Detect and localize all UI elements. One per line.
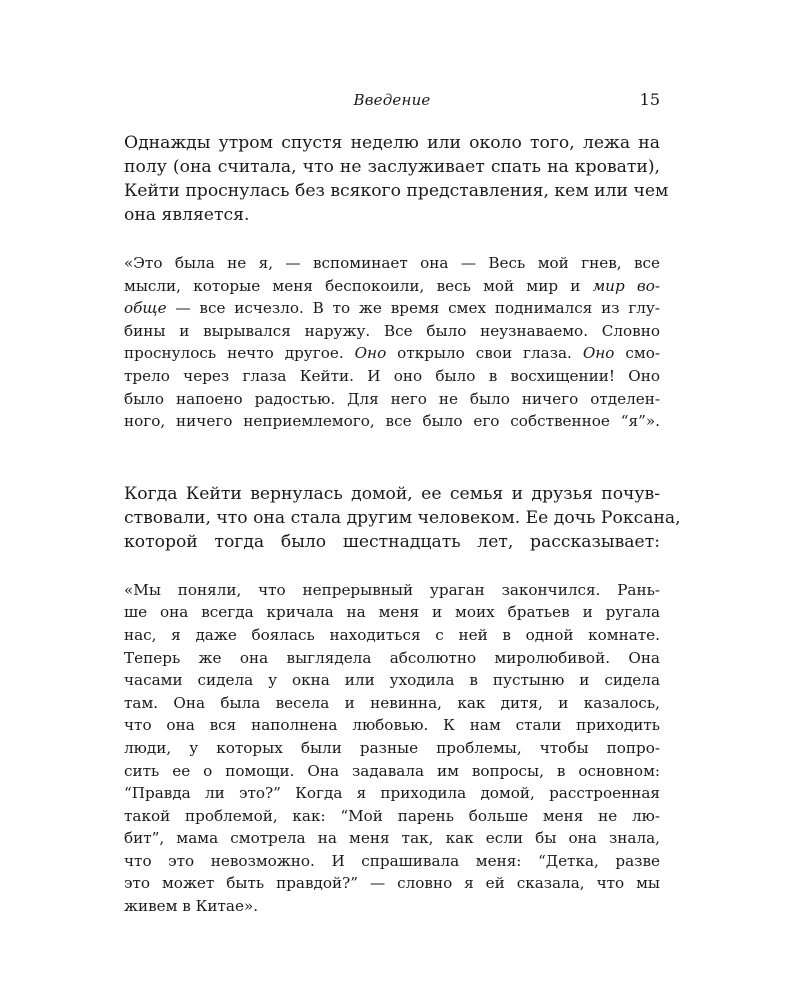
quote-line: «Мы поняли, что непрерывный ураган закончился. Рань- (124, 580, 660, 599)
quote-emphasis: Оно (582, 344, 615, 363)
running-header (124, 86, 660, 114)
quote-line: ше она всегда кричала на меня и моих братьев и ругала (124, 603, 660, 622)
quote-text: — все исчезло. В то же время смех поднимался из глу- (166, 299, 660, 318)
quote-line: нас, я даже боялась находиться с ней в одной комнате. (124, 625, 660, 644)
quote-line: Теперь же она выглядела абсолютно миролюбивой. Она (124, 648, 660, 667)
quote-line (124, 297, 660, 320)
quote-line: «Это была не я, — вспоминает она — Весь мой гнев, все (124, 254, 660, 272)
quote-emphasis: Оно (354, 344, 387, 363)
quote-line: было напоено радостью. Для него не было ничего отделен- (124, 389, 660, 408)
text-line: она является. (124, 205, 250, 225)
body-paragraph-1 (124, 131, 669, 227)
quote-text: смо- (614, 344, 660, 363)
quote-line: люди, у которых были разные проблемы, чтобы попро- (124, 738, 660, 757)
quote-line: сить ее о помощи. Она задавала им вопросы, в основном: (124, 761, 660, 780)
text-line: Когда Кейти вернулась домой, ее семья и друзья почув- (124, 483, 660, 504)
quote-line: живем в Китае». (124, 897, 259, 916)
page-number: 15 (639, 90, 660, 109)
quote-line: что это невозможно. И спрашивала меня: “Детка, разве (124, 851, 660, 870)
quote-line: бины и вырывался наружу. Все было неузнаваемо. Словно (124, 321, 660, 340)
body-paragraph-2 (124, 482, 681, 554)
quote-line: ного, ничего неприемлемого, все было его собственное “я”». (124, 412, 660, 431)
book-page (124, 86, 681, 918)
quote-line: “Правда ли это?” Когда я приходила домой, расстроенная (124, 784, 660, 803)
text-line: полу (она считала, что не заслуживает спать на кровати), (124, 157, 660, 177)
quote-text: мысли, которые меня беспокоили, весь мой мир и (124, 276, 593, 295)
quote-line: бит”, мама смотрела на меня так, как если бы она знала, (124, 829, 660, 848)
block-quote-2 (124, 579, 660, 918)
text-line: Однажды утром спустя неделю или около того, лежа на (124, 133, 660, 153)
chapter-title: Введение (353, 91, 431, 109)
text-line: Кейти проснулась без всякого представления, кем или чем (124, 181, 669, 201)
quote-text: открыло свои глаза. (386, 344, 583, 363)
quote-line (124, 275, 660, 298)
quote-line: такой проблемой, как: “Мой парень больше меня не лю- (124, 806, 660, 825)
quote-emphasis: мир во- (592, 276, 660, 295)
quote-emphasis: обще (124, 299, 167, 318)
text-line: ствовали, что она стала другим человеком. Ее дочь Роксана, (124, 507, 681, 528)
quote-line (124, 342, 660, 365)
quote-text: проснулось нечто другое. (124, 344, 355, 363)
quote-line: это может быть правдой?” — словно я ей сказала, что мы (124, 874, 660, 893)
quote-line: что она вся наполнена любовью. К нам стали приходить (124, 716, 660, 735)
block-quote-1 (124, 252, 660, 433)
quote-line: там. Она была весела и невинна, как дитя, и казалось, (124, 693, 660, 712)
quote-line: часами сидела у окна или уходила в пустыню и сидела (124, 671, 660, 690)
quote-line: трело через глаза Кейти. И оно было в восхищении! Оно (124, 366, 660, 385)
text-line: которой тогда было шестнадцать лет, рассказывает: (124, 531, 660, 552)
